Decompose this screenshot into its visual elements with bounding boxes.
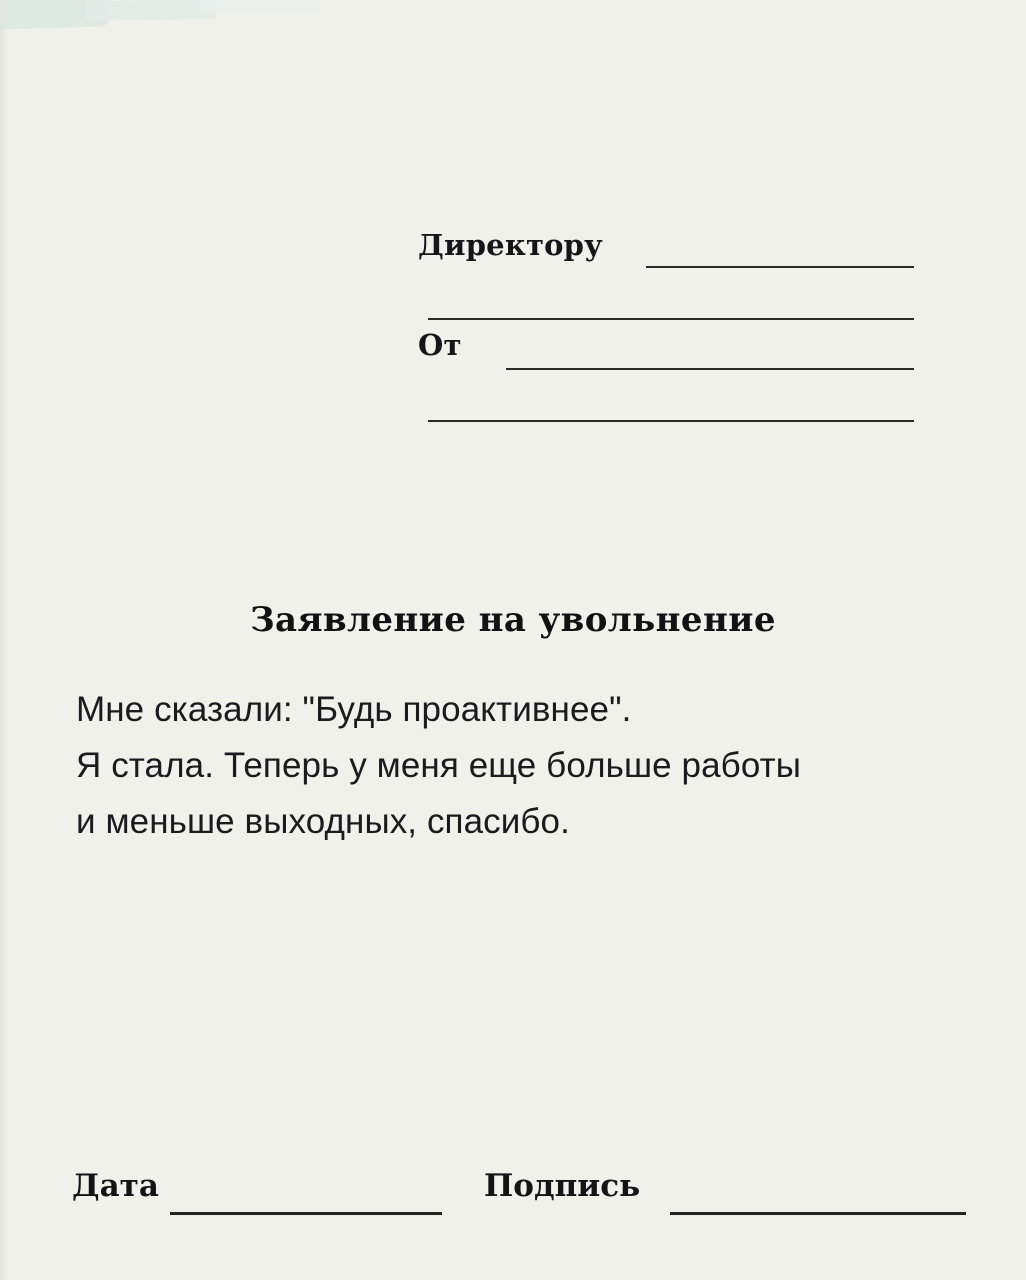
recipient-row [418,228,928,284]
tape-strip-secondary-icon [86,0,216,21]
sender-write-line[interactable] [506,368,914,370]
sender-row-continued [418,384,928,428]
sender-write-line-2[interactable] [428,420,914,422]
recipient-write-line-2[interactable] [428,318,914,320]
date-write-line[interactable] [170,1212,442,1215]
recipient-row-continued [418,284,928,328]
sender-row [418,328,928,384]
document-title: Заявление на увольнение [250,600,776,640]
recipient-label: Директору [418,228,603,262]
document-footer [72,1168,972,1238]
recipient-write-line[interactable] [646,266,914,268]
sender-label: От [418,328,462,362]
body-line: Я стала. Теперь у меня еще больше работы [76,746,802,785]
signature-label: Подпись [484,1168,641,1204]
date-label: Дата [72,1168,159,1204]
signature-write-line[interactable] [670,1212,966,1215]
document-body [76,682,956,850]
tape-strip-tertiary-icon [200,0,320,12]
body-line: и меньше выходных, спасибо. [76,802,570,841]
address-block [418,228,928,428]
paper-edge-shadow [0,0,8,1280]
body-line: Мне сказали: "Будь проактивнее". [76,690,632,729]
